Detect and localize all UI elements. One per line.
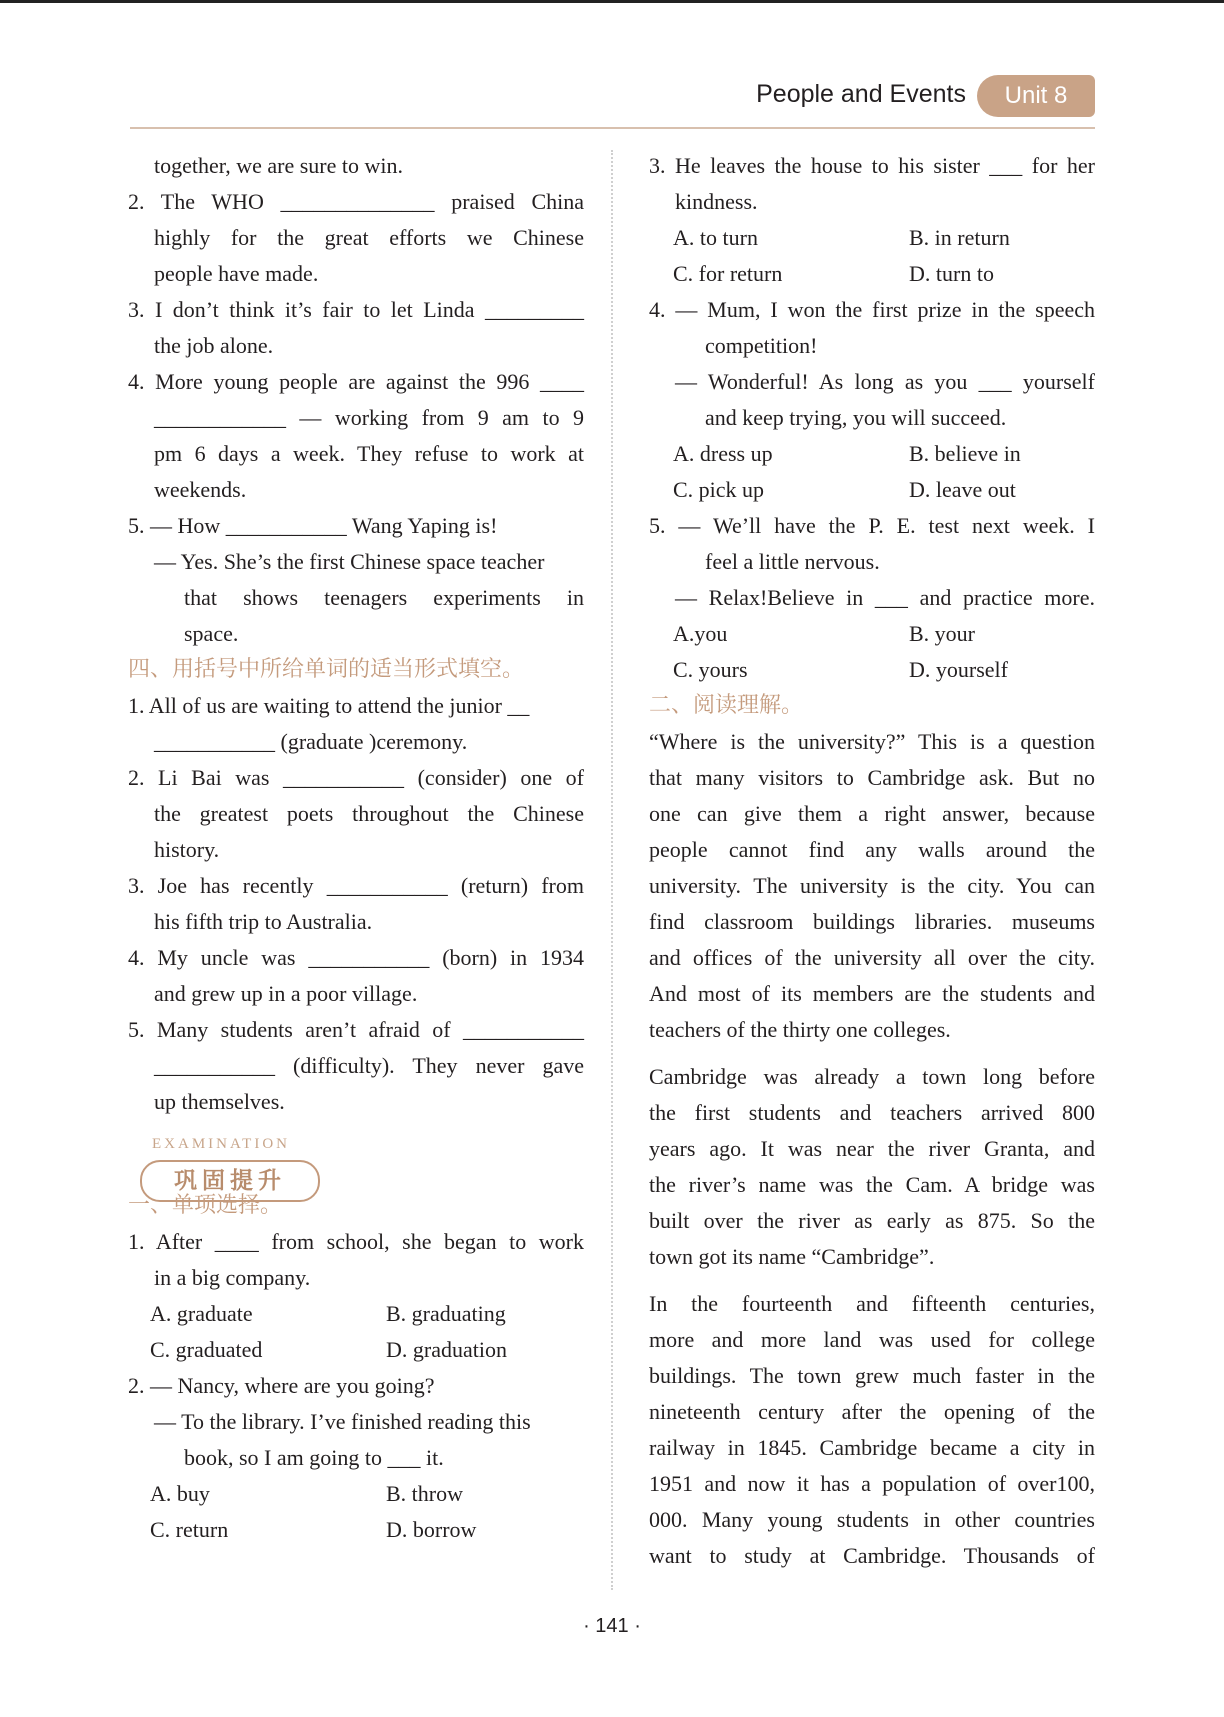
text-line: 000. Many young students in other countries <box>649 1507 1095 1532</box>
options-row <box>673 616 1095 652</box>
option-a: A. dress up <box>673 441 773 466</box>
section-heading-2: 二、阅读理解。 <box>649 693 804 718</box>
options-row <box>150 1296 584 1332</box>
options-row <box>150 1512 584 1548</box>
text-line: 2. Li Bai was ___________ (consider) one of <box>128 765 584 790</box>
options-row <box>150 1332 584 1368</box>
header-rule <box>130 127 1095 129</box>
text-line: that shows teenagers experiments in <box>184 585 584 610</box>
text-line: teachers of the thirty one colleges. <box>649 1017 951 1042</box>
option-b: B. believe in <box>909 441 1021 466</box>
text-line: pm 6 days a week. They refuse to work at <box>154 441 584 466</box>
left-column <box>128 148 584 1548</box>
options-row <box>673 220 1095 256</box>
unit-badge: Unit 8 <box>977 75 1095 117</box>
page-number: · 141 · <box>583 1615 641 1637</box>
option-b: B. your <box>909 621 975 646</box>
text-line: 1951 and now it has a population of over100, <box>649 1471 1095 1496</box>
option-d: D. borrow <box>386 1517 477 1542</box>
text-line: weekends. <box>154 477 247 502</box>
top-rule <box>0 0 1224 3</box>
reading-paragraph-2 <box>649 1059 1095 1275</box>
question-line: kindness. <box>675 189 758 214</box>
question-line: in a big company. <box>154 1265 311 1290</box>
text-line: Cambridge was already a town long before <box>649 1064 1095 1089</box>
option-a: A. to turn <box>673 225 758 250</box>
text-line: want to study at Cambridge. Thousands of <box>649 1543 1095 1568</box>
question-line: — Relax!Believe in ___ and practice more. <box>675 585 1095 610</box>
question-line: 4. — Mum, I won the first prize in the speech <box>649 297 1095 322</box>
text-line: ___________ (difficulty). They never gave <box>154 1053 584 1078</box>
option-b: B. in return <box>909 225 1010 250</box>
option-d: D. yourself <box>909 657 1008 682</box>
text-line: that many visitors to Cambridge ask. But no <box>649 765 1095 790</box>
text-line: the job alone. <box>154 333 274 358</box>
question-line: feel a little nervous. <box>705 549 880 574</box>
option-b: B. graduating <box>386 1301 506 1326</box>
options-row <box>150 1476 584 1512</box>
section-heading-1: 一、单项选择。 <box>128 1193 283 1218</box>
text-line: ____________ — working from 9 am to 9 <box>154 405 584 430</box>
text-line: 5. Many students aren’t afraid of ___________ <box>128 1017 584 1042</box>
text-line: the river’s name was the Cam. A bridge was <box>649 1172 1095 1197</box>
option-c: C. yours <box>673 657 748 682</box>
column-divider <box>611 150 613 1590</box>
text-line: railway in 1845. Cambridge became a city in <box>649 1435 1095 1460</box>
option-c: C. pick up <box>673 477 765 502</box>
text-line: his fifth trip to Australia. <box>154 909 373 934</box>
text-line: highly for the great efforts we Chinese <box>154 225 584 250</box>
question-line: 1. After ____ from school, she began to work <box>128 1229 584 1254</box>
text-line: together, we are sure to win. <box>154 153 403 178</box>
text-line: — Yes. She’s the first Chinese space teacher <box>154 549 545 574</box>
option-b: B. throw <box>386 1481 463 1506</box>
text-line: 3. I don’t think it’s fair to let Linda _________ <box>128 297 584 322</box>
text-line: 3. Joe has recently ___________ (return) from <box>128 873 584 898</box>
option-d: D. turn to <box>909 261 994 286</box>
text-line: In the fourteenth and fifteenth centuries, <box>649 1291 1095 1316</box>
text-line: more and more land was used for college <box>649 1327 1095 1352</box>
question-line: book, so I am going to ___ it. <box>184 1445 444 1470</box>
question-line: — Wonderful! As long as you ___ yourself <box>675 369 1095 394</box>
options-row <box>673 652 1095 688</box>
text-line: one can give them a right answer, because <box>649 801 1095 826</box>
text-line: “Where is the university?” This is a question <box>649 729 1095 754</box>
section-heading-4: 四、用括号中所给单词的适当形式填空。 <box>128 657 525 682</box>
option-c: C. for return <box>673 261 783 286</box>
text-line: history. <box>154 837 220 862</box>
text-line: buildings. The town grew much faster in the <box>649 1363 1095 1388</box>
text-line: 2. The WHO ______________ praised China <box>128 189 584 214</box>
option-d: D. graduation <box>386 1337 507 1362</box>
examination-label: EXAMINATION <box>152 1136 290 1152</box>
text-line: the first students and teachers arrived 800 <box>649 1100 1095 1125</box>
option-c: C. return <box>150 1517 229 1542</box>
text-line: 4. My uncle was ___________ (born) in 1934 <box>128 945 584 970</box>
text-line: people have made. <box>154 261 319 286</box>
question-line: 2. — Nancy, where are you going? <box>128 1373 435 1398</box>
text-line: years ago. It was near the river Granta, and <box>649 1136 1095 1161</box>
text-line: find classroom buildings libraries. museums <box>649 909 1095 934</box>
option-c: C. graduated <box>150 1337 263 1362</box>
text-line: the greatest poets throughout the Chinese <box>154 801 584 826</box>
option-a: A.you <box>673 621 728 646</box>
text-line: town got its name “Cambridge”. <box>649 1244 935 1269</box>
text-line: 4. More young people are against the 996 ____ <box>128 369 584 394</box>
text-line: 1. All of us are waiting to attend the junior __ <box>128 693 530 718</box>
right-column <box>649 148 1095 1574</box>
text-line: nineteenth century after the opening of the <box>649 1399 1095 1424</box>
reading-paragraph-1 <box>649 724 1095 1048</box>
text-line: university. The university is the city. You can <box>649 873 1095 898</box>
option-d: D. leave out <box>909 477 1016 502</box>
running-title: People and Events <box>756 80 966 108</box>
question-line: 5. — We’ll have the P. E. test next week. I <box>649 513 1095 538</box>
reading-paragraph-3 <box>649 1286 1095 1574</box>
options-row <box>673 472 1095 508</box>
options-row <box>673 256 1095 292</box>
text-line: and offices of the university all over the city. <box>649 945 1095 970</box>
page-header <box>0 75 1224 117</box>
question-line: and keep trying, you will succeed. <box>705 405 1007 430</box>
text-line: And most of its members are the students and <box>649 981 1095 1006</box>
examination-banner <box>128 1136 584 1228</box>
options-row <box>673 436 1095 472</box>
question-line: competition! <box>705 333 818 358</box>
option-a: A. buy <box>150 1481 210 1506</box>
text-line: built over the river as early as 875. So the <box>649 1208 1095 1233</box>
consolidation-title: 巩固提升 <box>140 1160 320 1202</box>
text-line: up themselves. <box>154 1089 285 1114</box>
question-line: 3. He leaves the house to his sister ___ for her <box>649 153 1095 178</box>
option-a: A. graduate <box>150 1301 253 1326</box>
text-line: 5. — How ___________ Wang Yaping is! <box>128 513 498 538</box>
text-line: and grew up in a poor village. <box>154 981 418 1006</box>
text-line: space. <box>184 621 239 646</box>
question-line: — To the library. I’ve finished reading this <box>154 1409 531 1434</box>
text-line: ___________ (graduate )ceremony. <box>154 729 468 754</box>
text-line: people cannot find any walls around the <box>649 837 1095 862</box>
